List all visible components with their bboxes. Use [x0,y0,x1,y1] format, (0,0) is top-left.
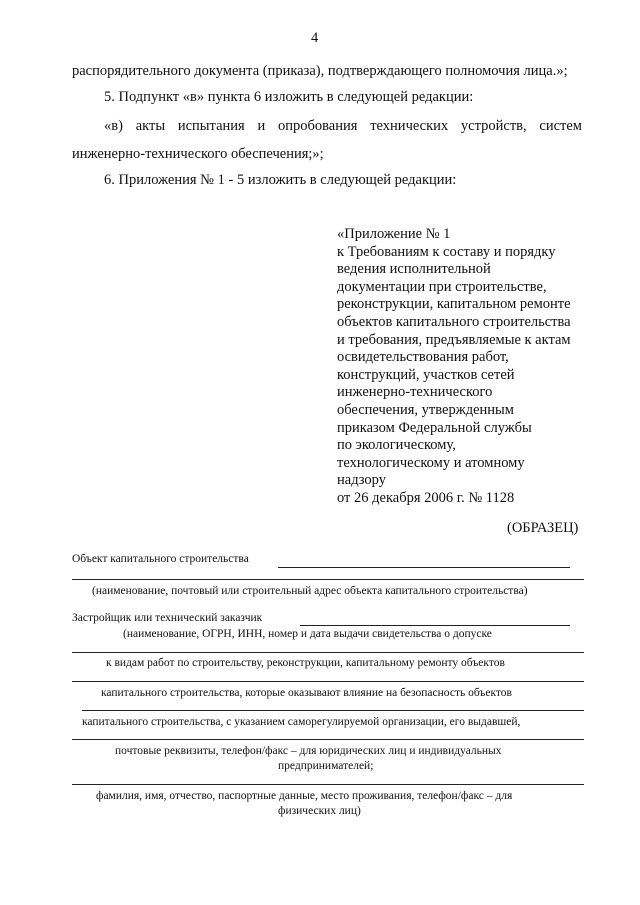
appendix-line: реконструкции, капитальном ремонте [337,296,571,313]
appendix-line: по экологическому, [337,437,456,454]
item-5: 5. Подпункт «в» пункта 6 изложить в следующей редакции: [104,89,474,105]
developer-input-line-3 [72,681,584,682]
developer-hint-8: физических лиц) [278,805,361,817]
developer-input-line-2 [72,652,584,653]
object-label: Объект капитального строительства [72,553,249,565]
developer-input-line-6 [72,784,584,785]
developer-label: Застройщик или технический заказчик [72,612,263,624]
appendix-line: технологическому и атомному [337,454,525,471]
quote-line-1: «в) акты испытания и опробования технических устройств, систем [104,118,582,134]
developer-hint-1: (наименование, ОГРН, ИНН, номер и дата выдачи свидетельства о допуске [123,628,492,640]
object-input-line-2 [72,579,584,580]
developer-input-line [300,625,570,626]
developer-hint-5: почтовые реквизиты, телефон/факс – для юридических лиц и индивидуальных [115,745,502,757]
continuation-line: распорядительного документа (приказа), подтверждающего полномочия лица.»; [72,63,568,79]
appendix-line: документации при строительстве, [337,278,547,295]
appendix-line: ведения исполнительной [337,261,491,278]
appendix-line: освидетельствования работ, [337,349,509,366]
appendix-line: конструкций, участков сетей [337,366,515,383]
appendix-line: и требования, предъявляемые к актам [337,331,571,348]
appendix-line: к Требованиям к составу и порядку [337,243,556,260]
page-number: 4 [311,30,319,46]
appendix-line: объектов капитального строительства [337,313,571,330]
quote-line-2: инженерно-технического обеспечения;»; [72,146,324,162]
appendix-line: надзору [337,472,386,489]
developer-hint-4: капитального строительства, с указанием саморегулируемой организации, его выдавшей, [82,716,521,728]
appendix-line: приказом Федеральной службы [337,419,532,436]
developer-hint-2: к видам работ по строительству, реконструкции, капитальному ремонту объектов [106,657,505,669]
developer-input-line-5 [72,739,584,740]
sample-label: (ОБРАЗЕЦ) [507,520,579,536]
appendix-line: инженерно-технического [337,384,493,401]
item-6: 6. Приложения № 1 - 5 изложить в следующей редакции: [104,172,457,188]
object-hint: (наименование, почтовый или строительный адрес объекта капитального строительства) [92,585,528,597]
object-input-line [278,567,570,568]
appendix-line: от 26 декабря 2006 г. № 1128 [337,489,515,506]
appendix-line: «Приложение № 1 [337,226,451,242]
appendix-line: обеспечения, утвержденным [337,401,514,418]
developer-hint-3: капитального строительства, которые оказывают влияние на безопасность объектов [101,687,512,699]
developer-hint-7: фамилия, имя, отчество, паспортные данные, место проживания, телефон/факс – для [96,790,513,802]
developer-input-line-4 [82,710,584,711]
appendix-heading [337,226,597,508]
developer-hint-6: предпринимателей; [278,760,374,772]
